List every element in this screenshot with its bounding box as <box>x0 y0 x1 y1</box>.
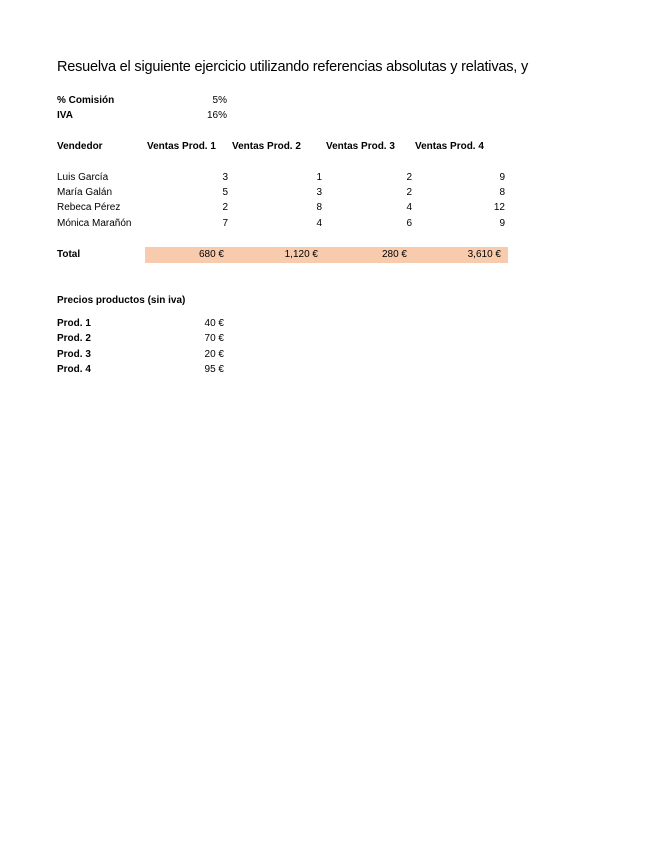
header-vendedor: Vendedor <box>57 141 103 152</box>
price-label: Prod. 4 <box>57 364 91 375</box>
header-ventas-prod-1: Ventas Prod. 1 <box>147 141 216 152</box>
row-value: 12 <box>493 202 505 213</box>
price-label: Prod. 1 <box>57 318 91 329</box>
header-ventas-prod-2: Ventas Prod. 2 <box>232 141 301 152</box>
price-value: 70 € <box>204 333 224 344</box>
row-value: 8 <box>316 202 322 213</box>
row-value: 1 <box>316 172 322 183</box>
param-label-iva: IVA <box>57 110 73 121</box>
total-prod-1: 680 € <box>198 249 224 260</box>
header-ventas-prod-3: Ventas Prod. 3 <box>326 141 395 152</box>
row-vendor-name: Luis García <box>57 172 109 183</box>
row-value: 6 <box>406 218 412 229</box>
row-value: 4 <box>316 218 322 229</box>
price-value: 40 € <box>204 318 224 329</box>
row-value: 2 <box>406 172 412 183</box>
row-value: 3 <box>222 172 228 183</box>
param-value-comision: 5% <box>212 95 227 106</box>
header-ventas-prod-4: Ventas Prod. 4 <box>415 141 484 152</box>
row-value: 8 <box>499 187 505 198</box>
page-title: Resuelva el siguiente ejercicio utilizando referencias absolutas y relativas, y <box>57 59 529 75</box>
prices-title: Precios productos (sin iva) <box>57 295 186 306</box>
param-label-comision: % Comisión <box>57 95 115 106</box>
price-label: Prod. 2 <box>57 333 91 344</box>
total-prod-3: 280 € <box>381 249 407 260</box>
row-vendor-name: Rebeca Pérez <box>57 202 121 213</box>
total-prod-2: 1,120 € <box>284 249 318 260</box>
row-value: 9 <box>499 218 505 229</box>
row-value: 7 <box>222 218 228 229</box>
row-vendor-name: María Galán <box>57 187 113 198</box>
row-value: 2 <box>222 202 228 213</box>
price-label: Prod. 3 <box>57 349 91 360</box>
row-value: 5 <box>222 187 228 198</box>
param-value-iva: 16% <box>206 110 227 121</box>
row-value: 9 <box>499 172 505 183</box>
total-prod-4: 3,610 € <box>467 249 501 260</box>
price-value: 20 € <box>204 349 224 360</box>
row-value: 2 <box>406 187 412 198</box>
total-label: Total <box>57 249 81 260</box>
row-vendor-name: Mónica Marañón <box>57 218 132 229</box>
price-value: 95 € <box>204 364 224 375</box>
row-value: 4 <box>406 202 412 213</box>
row-value: 3 <box>316 187 322 198</box>
